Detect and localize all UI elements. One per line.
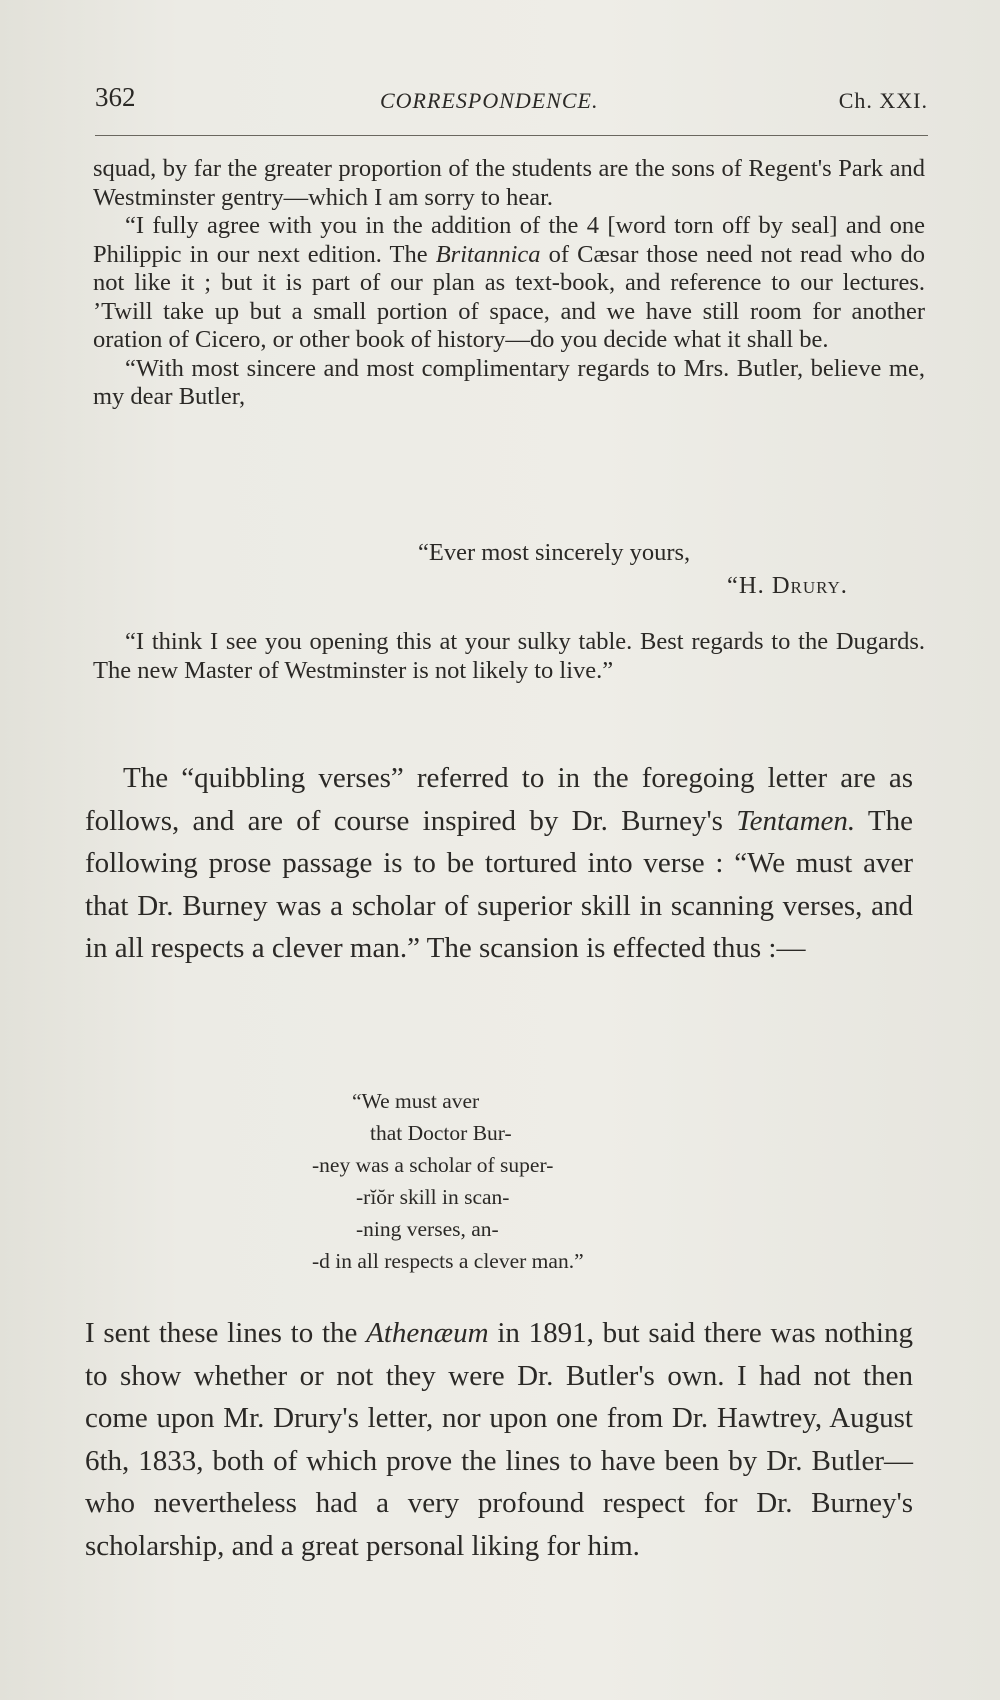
running-header: [95, 82, 928, 122]
tentamen-title: Tentamen.: [736, 804, 856, 837]
running-title: CORRESPONDENCE.: [380, 88, 599, 113]
header-rule: [95, 135, 928, 136]
verse-line: -ney was a scholar of super-: [312, 1153, 554, 1177]
body-paragraph-1: The “quibbling verses” referred to in the foregoing letter are as follows, and are of course inspired by Dr. Burney's Tentamen. The following prose passage is to be tortured into verse : “We must aver that Dr. Burney was a scholar of superior skill in scanning verses, and in all respects a clever man.” The scansion is effected thus :—: [85, 762, 914, 964]
letter-paragraph-1: squad, by far the greater proportion of the students are the sons of Regent's Park and Westminster gentry—which I am sorry to hear.: [93, 155, 925, 211]
verse-line: -d in all respects a clever man.”: [312, 1249, 584, 1273]
verse-line: that Doctor Bur-: [370, 1121, 512, 1145]
body-paragraph-2: I sent these lines to the Athenæum in 1891, but said there was nothing to show whether or not they were Dr. Butler's own. I had not then come upon Mr. Drury's letter, nor upon one from Dr. Hawtrey, August 6th, 1833, both of which prove the lines to have been by Dr. Butler—who nevertheless had a very profound respect for Dr. Burney's scholarship, and a great personal liking for him.: [85, 1317, 913, 1562]
letter-signature: “H. Drury.: [727, 572, 848, 599]
letter-paragraph-2: “I fully agree with you in the addition of the 4 [word torn off by seal] and one Philippic in our next edition. The Britannica of Cæsar those need not read who do not like it ; but it is part of our plan as text-book, and reference to our lectures. ’Twill take up but a small portion of space, and we have still room for another oration of Cicero, or other book of history—do you decide what it shall be.: [93, 212, 925, 353]
letter-postscript: “I think I see you opening this at your sulky table. Best regards to the Dugards. The new Master of Westminster is not likely to live.”: [93, 628, 925, 684]
letter-paragraph-3: “With most sincere and most complimentary regards to Mrs. Butler, believe me, my dear Butler,: [93, 354, 925, 410]
britannica-title: Britannica: [435, 240, 541, 268]
page-number: 362: [95, 82, 136, 112]
verse-line: -rĭŏr skill in scan-: [356, 1185, 510, 1209]
letter-text: [93, 155, 925, 412]
chapter-label: Ch. XXI.: [838, 88, 928, 113]
verse-line: -ning verses, an-: [356, 1217, 499, 1241]
verse-line: “We must aver: [352, 1089, 480, 1113]
athenaeum-title: Athenæum: [366, 1317, 489, 1349]
letter-closing: “Ever most sincerely yours,: [418, 539, 691, 566]
